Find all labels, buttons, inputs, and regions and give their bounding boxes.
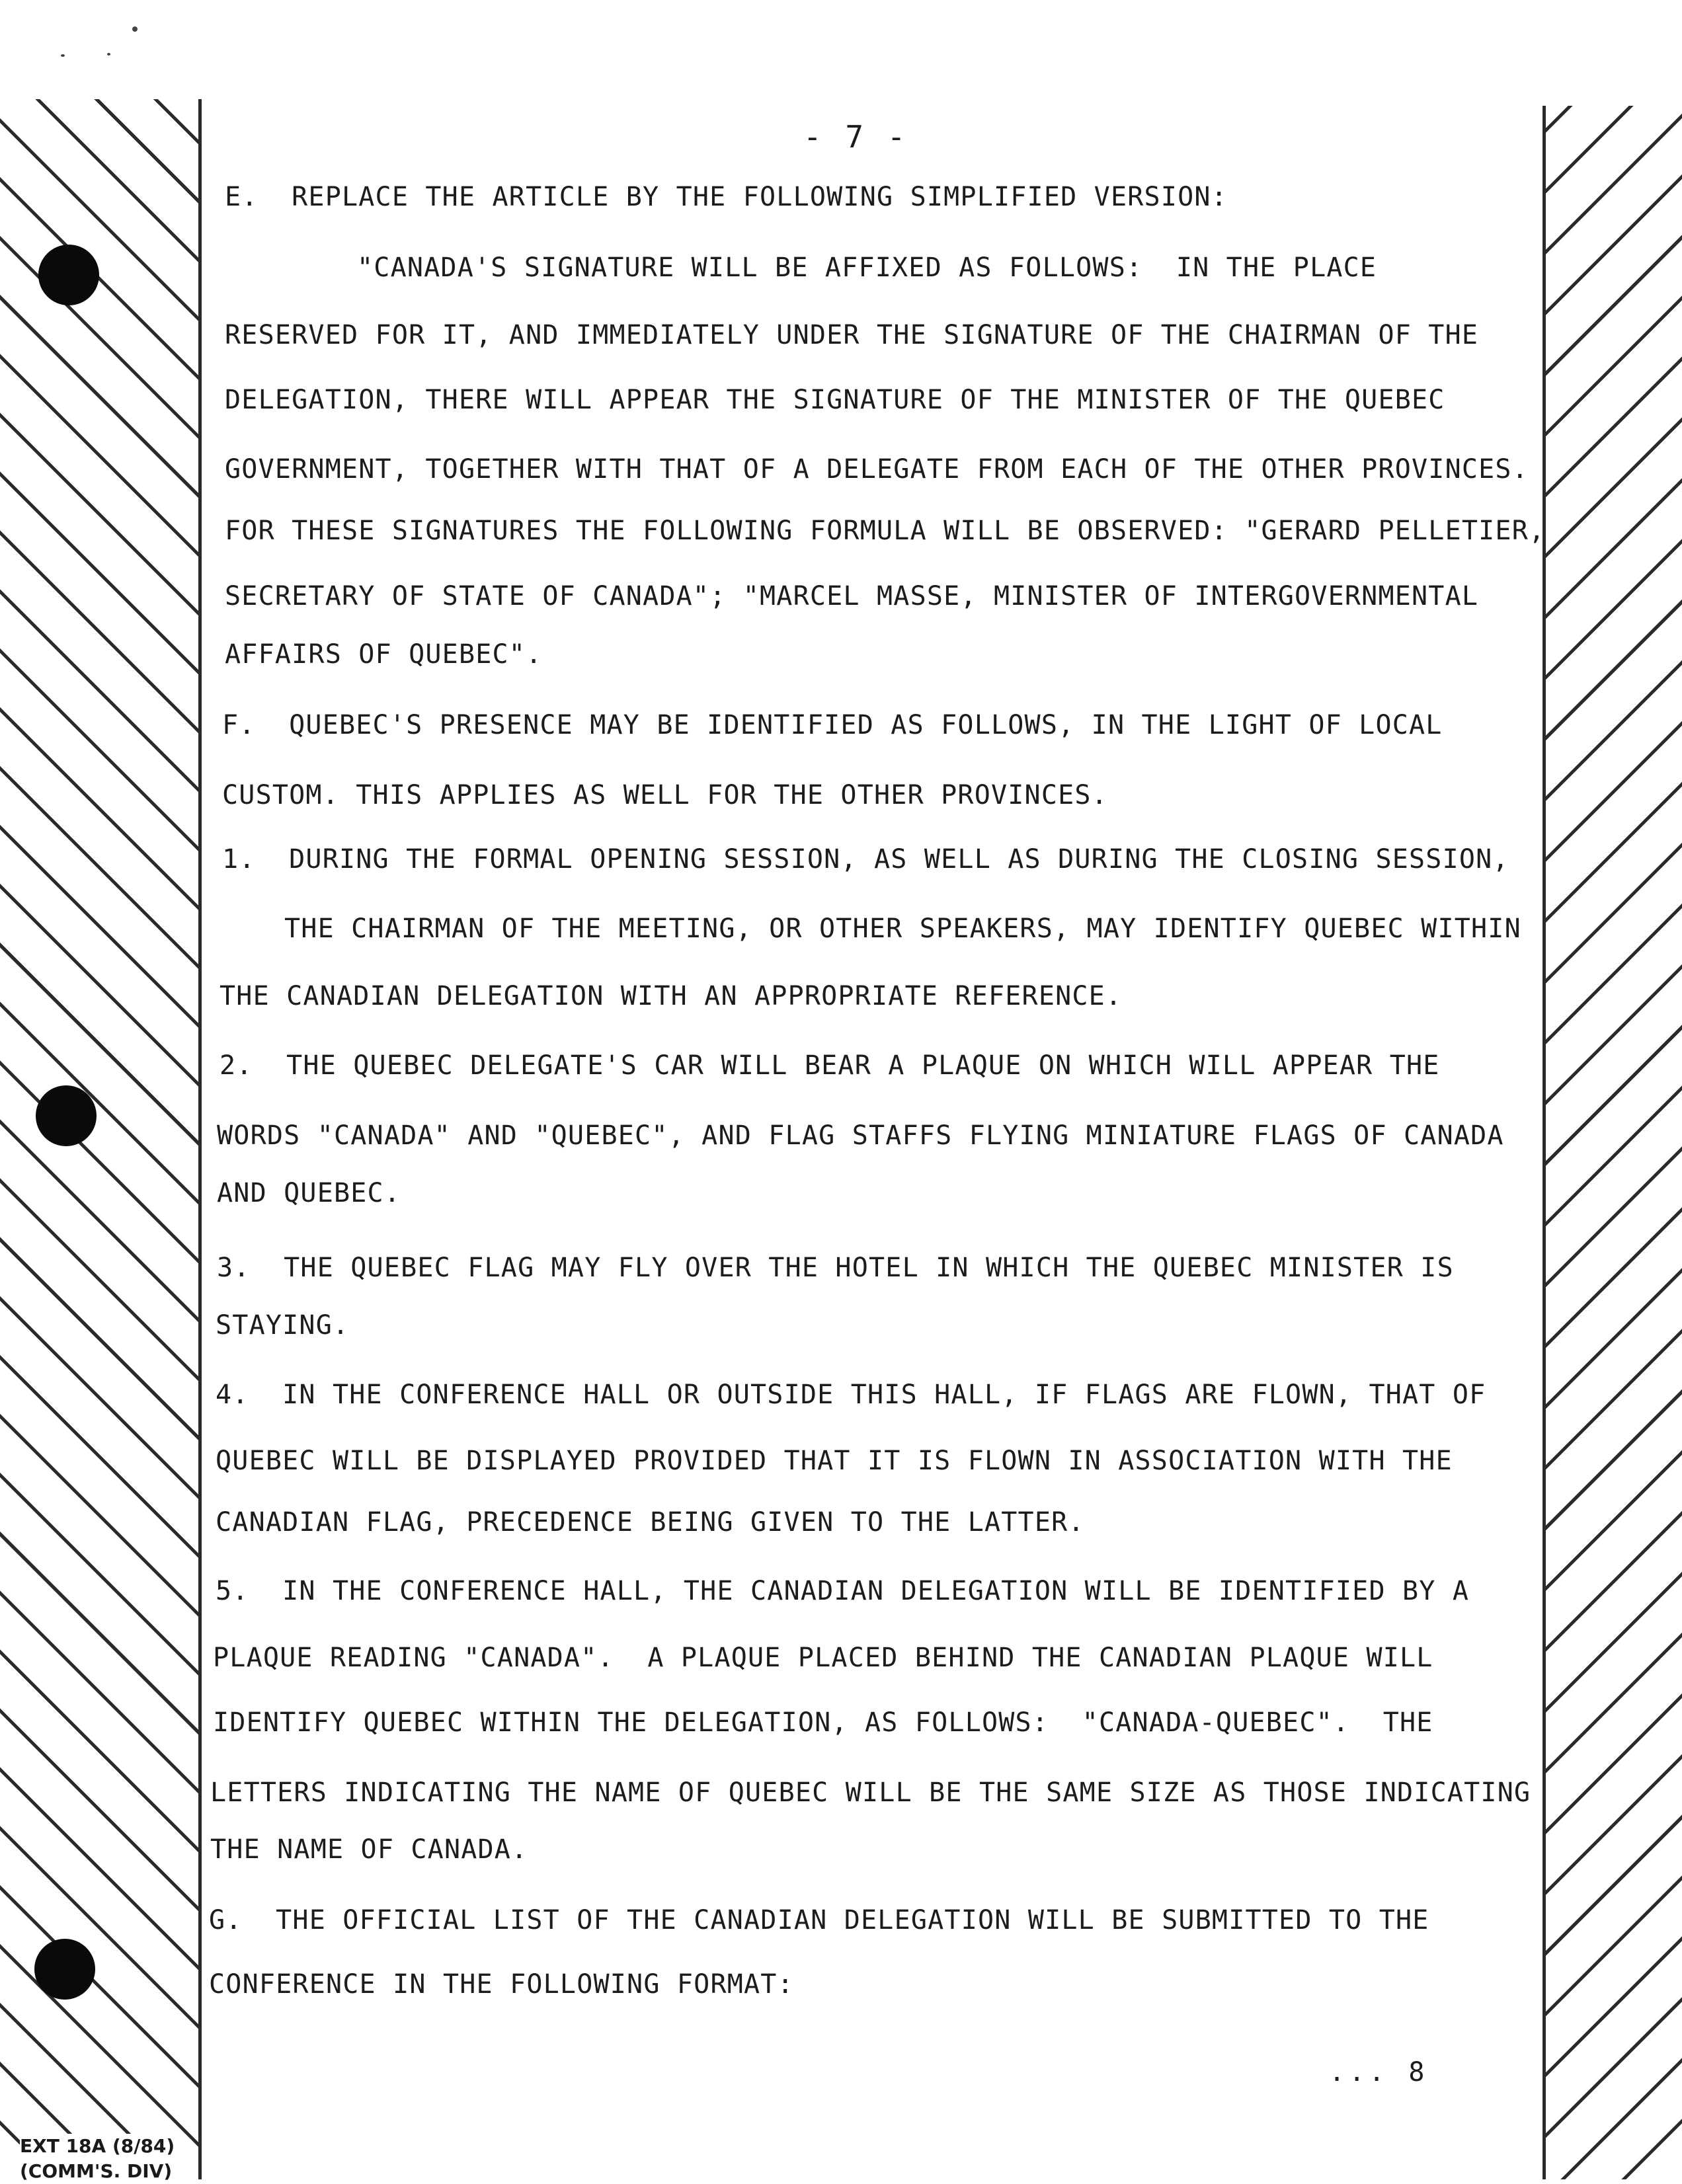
- text-line: F. QUEBEC'S PRESENCE MAY BE IDENTIFIED AS FOLLOWS, IN THE LIGHT OF LOCAL: [222, 710, 1443, 740]
- text-line: 1. DURING THE FORMAL OPENING SESSION, AS WELL AS DURING THE CLOSING SESSION,: [222, 844, 1509, 875]
- text-line: CANADIAN FLAG, PRECEDENCE BEING GIVEN TO THE LATTER.: [216, 1507, 1085, 1538]
- left-hatched-border: [0, 99, 202, 2179]
- page-number: - 7 -: [803, 119, 908, 155]
- text-line: "CANADA'S SIGNATURE WILL BE AFFIXED AS FOLLOWS: IN THE PLACE: [357, 253, 1377, 283]
- text-line: QUEBEC WILL BE DISPLAYED PROVIDED THAT IT IS FLOWN IN ASSOCIATION WITH THE: [216, 1446, 1453, 1476]
- text-line: FOR THESE SIGNATURES THE FOLLOWING FORMULA WILL BE OBSERVED: "GERARD PELLETIER,: [225, 516, 1546, 546]
- text-line: 5. IN THE CONFERENCE HALL, THE CANADIAN DELEGATION WILL BE IDENTIFIED BY A: [216, 1576, 1470, 1606]
- text-line: AND QUEBEC.: [217, 1178, 401, 1208]
- text-line: CUSTOM. THIS APPLIES AS WELL FOR THE OTHER PROVINCES.: [222, 780, 1108, 810]
- form-code-stamp: [20, 2134, 181, 2184]
- scan-speck: [132, 26, 138, 32]
- form-code-line: EXT 18A (8/84): [20, 2135, 175, 2157]
- text-line: IDENTIFY QUEBEC WITHIN THE DELEGATION, AS FOLLOWS: "CANADA-QUEBEC". THE: [213, 1707, 1433, 1738]
- text-line: THE CANADIAN DELEGATION WITH AN APPROPRIATE REFERENCE.: [220, 981, 1123, 1011]
- form-code-line: (COMM'S. DIV): [20, 2160, 173, 2182]
- text-line: 2. THE QUEBEC DELEGATE'S CAR WILL BEAR A PLAQUE ON WHICH WILL APPEAR THE: [220, 1050, 1440, 1081]
- left-margin-rule: [198, 99, 202, 2179]
- text-line: E. REPLACE THE ARTICLE BY THE FOLLOWING SIMPLIFIED VERSION:: [225, 182, 1228, 212]
- text-line: GOVERNMENT, TOGETHER WITH THAT OF A DELEGATE FROM EACH OF THE OTHER PROVINCES.: [225, 454, 1529, 485]
- text-line: THE CHAIRMAN OF THE MEETING, OR OTHER SPEAKERS, MAY IDENTIFY QUEBEC WITHIN: [284, 914, 1521, 944]
- text-line: CONFERENCE IN THE FOLLOWING FORMAT:: [209, 1969, 794, 2000]
- right-hatched-border: [1542, 106, 1682, 2179]
- text-line: LETTERS INDICATING THE NAME OF QUEBEC WILL BE THE SAME SIZE AS THOSE INDICATING: [210, 1777, 1531, 1808]
- continuation-marker: ... 8: [1329, 2057, 1429, 2087]
- punch-hole-middle: [36, 1085, 97, 1146]
- punch-hole-bottom: [34, 1939, 95, 2000]
- text-line: G. THE OFFICIAL LIST OF THE CANADIAN DELEGATION WILL BE SUBMITTED TO THE: [209, 1905, 1429, 1935]
- text-line: WORDS "CANADA" AND "QUEBEC", AND FLAG STAFFS FLYING MINIATURE FLAGS OF CANADA: [217, 1120, 1504, 1151]
- text-line: SECRETARY OF STATE OF CANADA"; "MARCEL MASSE, MINISTER OF INTERGOVERNMENTAL: [225, 581, 1479, 611]
- punch-hole-top: [38, 245, 99, 305]
- text-line: AFFAIRS OF QUEBEC".: [225, 639, 543, 670]
- text-line: DELEGATION, THERE WILL APPEAR THE SIGNATURE OF THE MINISTER OF THE QUEBEC: [225, 385, 1445, 415]
- text-line: THE NAME OF CANADA.: [210, 1834, 528, 1865]
- text-line: STAYING.: [216, 1310, 350, 1341]
- scan-speck: [107, 53, 110, 56]
- text-line: 4. IN THE CONFERENCE HALL OR OUTSIDE THIS HALL, IF FLAGS ARE FLOWN, THAT OF: [216, 1380, 1486, 1410]
- text-line: 3. THE QUEBEC FLAG MAY FLY OVER THE HOTEL IN WHICH THE QUEBEC MINISTER IS: [217, 1253, 1454, 1283]
- text-line: RESERVED FOR IT, AND IMMEDIATELY UNDER THE SIGNATURE OF THE CHAIRMAN OF THE: [225, 320, 1479, 350]
- right-margin-rule: [1542, 106, 1546, 2179]
- scan-speck: [61, 54, 65, 57]
- text-line: PLAQUE READING "CANADA". A PLAQUE PLACED BEHIND THE CANADIAN PLAQUE WILL: [213, 1643, 1433, 1673]
